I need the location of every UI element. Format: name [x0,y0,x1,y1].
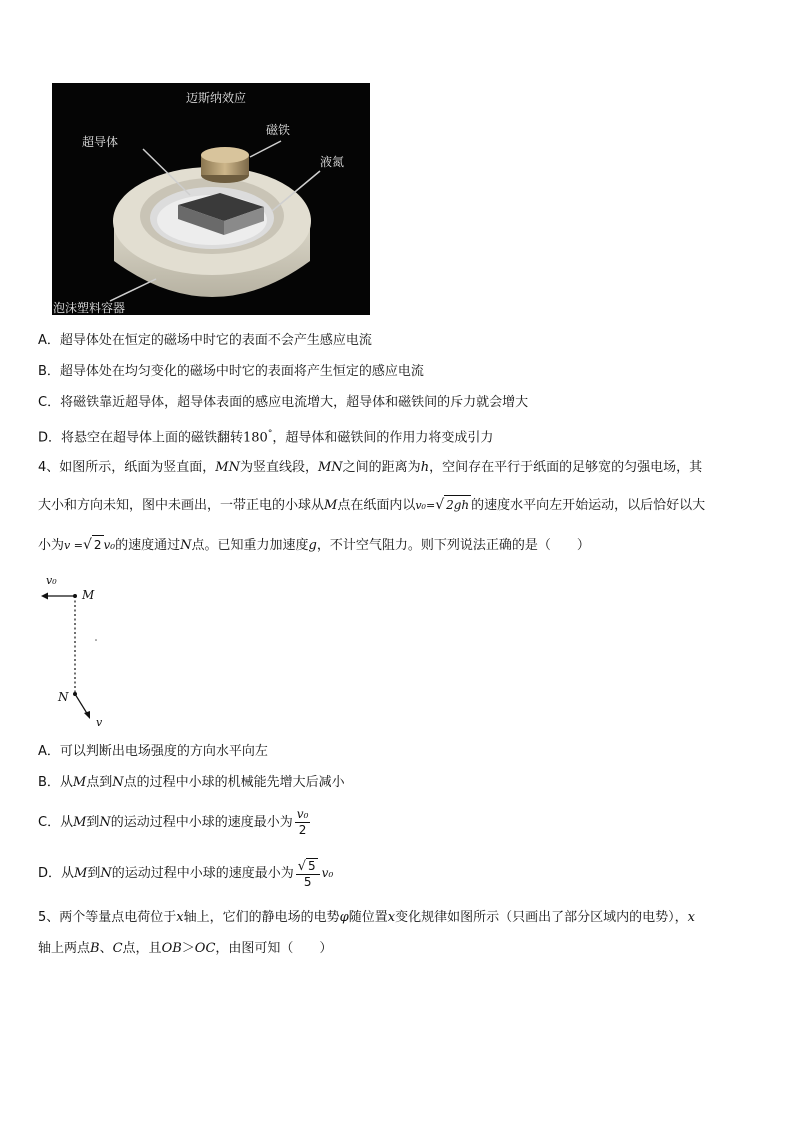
q4-option-d: D．从M到N的运动过程中小球的速度最小为 $\frac{√ 5}{5}$ v₀ [38,858,334,889]
figure-title: 迈斯纳效应 [186,91,247,105]
q3-option-a: A．超导体处在恒定的磁场中时它的表面不会产生感应电流 [38,333,372,348]
q4-stem-line-1: 4、如图所示，纸面为竖直面，MN为竖直线段，MN之间的距离为h，空间存在平行于纸面的足够宽的匀强电场，其 [38,460,703,475]
label-m: M [82,588,95,602]
q3-option-d: D．将悬空在超导体上面的磁铁翻转180°，超导体和磁铁间的作用力将变成引力 [38,429,494,446]
fraction-v0-over-2: $\frac{\text{v₀}}{2}$ [296,807,309,837]
q4-stem-line-3: 小为v =√ 2 v₀的速度通过N点。已知重力加速度g，不计空气阻力。则下列说法正确的是（ ） [38,537,590,553]
label-n: N [58,690,69,704]
label-foam-container: 泡沫塑料容器 [53,301,126,315]
meissner-illustration [52,83,370,315]
label-liquid-nitrogen: 液氮 [320,155,345,169]
q5-stem-line-1: 5、两个等量点电荷位于x轴上，它们的静电场的电势φ随位置x变化规律如图所示（只画出了部分区域内的电势），x [38,910,695,925]
q4-stem-line-2: 大小和方向未知，图中未画出，一带正电的小球从M点在纸面内以v₀=√ 2gh 的速度水平向左开始运动，以后恰好以大 [38,497,706,513]
label-superconductor: 超导体 [82,135,119,149]
meissner-effect-figure [52,83,370,315]
q5-stem-line-2: 轴上两点B、C点，且OB＞OC，由图可知（ ） [38,941,333,956]
q4-option-c: C．从M到N的运动过程中小球的速度最小为 $\frac{\text{v₀}}{2}$ [38,807,309,837]
mn-motion-diagram [36,572,126,732]
label-v: v [96,716,103,729]
label-v0: v₀ [46,574,57,587]
mn-diagram-drawing [36,572,126,732]
q4-option-b: B．从M点到N点的过程中小球的机械能先增大后减小 [38,775,345,790]
label-magnet: 磁铁 [266,123,291,137]
q3-option-c: C．将磁铁靠近超导体，超导体表面的感应电流增大，超导体和磁铁间的斥力就会增大 [38,395,529,410]
fraction-sqrt5-over-5: $\frac{√ 5}{5}$ [296,858,320,890]
q3-option-b: B．超导体处在均匀变化的磁场中时它的表面将产生恒定的感应电流 [38,364,424,379]
q4-option-a: A．可以判断出电场强度的方向水平向左 [38,744,268,759]
